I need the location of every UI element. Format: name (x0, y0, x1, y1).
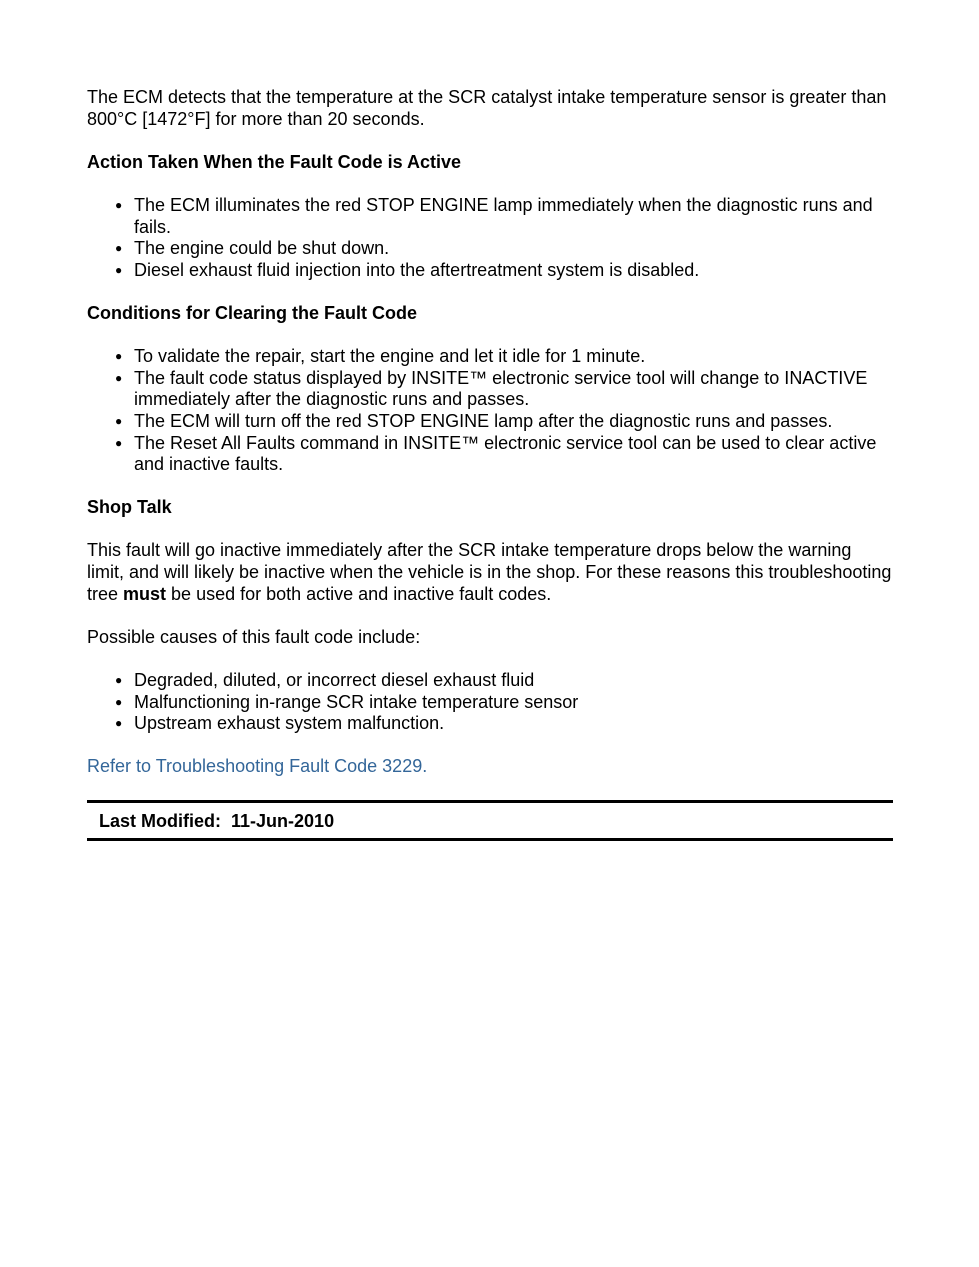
list-item: ● Upstream exhaust system malfunction. (115, 713, 445, 734)
bullet-icon: ● (115, 262, 123, 277)
bullet-icon: ● (115, 349, 123, 364)
list-item: ● The engine could be shut down. (115, 238, 390, 259)
bullet-icon: ● (115, 694, 123, 709)
list-item: ● Degraded, diluted, or incorrect diesel exhaust fluid (115, 670, 535, 691)
troubleshooting-link[interactable]: Refer to Troubleshooting Fault Code 3229. (87, 756, 428, 777)
bullet-icon: ● (115, 716, 123, 731)
bullet-icon: ● (115, 413, 123, 428)
list-item: ● The Reset All Faults command in INSITE™ electronic service tool can be used to clear active and inactive faults. (115, 432, 877, 475)
clearing-list (87, 346, 893, 476)
bullet-icon: ● (115, 673, 123, 688)
document-body (87, 87, 893, 841)
list-item: ● The fault code status displayed by INSITE™ electronic service tool will change to INACTIVE immediately after the diagnostic runs and passes. (115, 367, 868, 410)
list-item: ● Malfunctioning in-range SCR intake temperature sensor (115, 691, 579, 712)
causes-list (87, 670, 893, 735)
list-item: ● Diesel exhaust fluid injection into the aftertreatment system is disabled. (115, 259, 700, 280)
bullet-icon: ● (115, 370, 123, 385)
shop-talk-paragraph: This fault will go inactive immediately after the SCR intake temperature drops below the warning limit, and will likely be inactive when the vehicle is in the shop. For these reasons this troubleshooting tree must be used for both active and inactive fault codes. (87, 540, 892, 604)
causes-intro: Possible causes of this fault code include: (87, 626, 421, 647)
last-modified-bar (87, 800, 893, 841)
intro-paragraph: The ECM detects that the temperature at the SCR catalyst intake temperature sensor is greater than 800°C [1472°F] for more than 20 seconds. (87, 87, 887, 129)
action-list (87, 195, 893, 281)
bullet-icon: ● (115, 241, 123, 256)
shop-talk-heading: Shop Talk (87, 497, 172, 518)
list-item: ● The ECM will turn off the red STOP ENGINE lamp after the diagnostic runs and passes. (115, 410, 833, 431)
emphasis-must: must (123, 583, 167, 604)
bullet-icon: ● (115, 435, 123, 450)
last-modified-date: 11-Jun-2010 (231, 810, 335, 831)
action-heading: Action Taken When the Fault Code is Active (87, 151, 462, 172)
list-item: ● The ECM illuminates the red STOP ENGINE lamp immediately when the diagnostic runs and fails. (115, 194, 873, 237)
clearing-heading: Conditions for Clearing the Fault Code (87, 302, 417, 323)
list-item: ● To validate the repair, start the engine and let it idle for 1 minute. (115, 346, 646, 367)
last-modified-label: Last Modified: (99, 810, 221, 831)
bullet-icon: ● (115, 197, 123, 212)
